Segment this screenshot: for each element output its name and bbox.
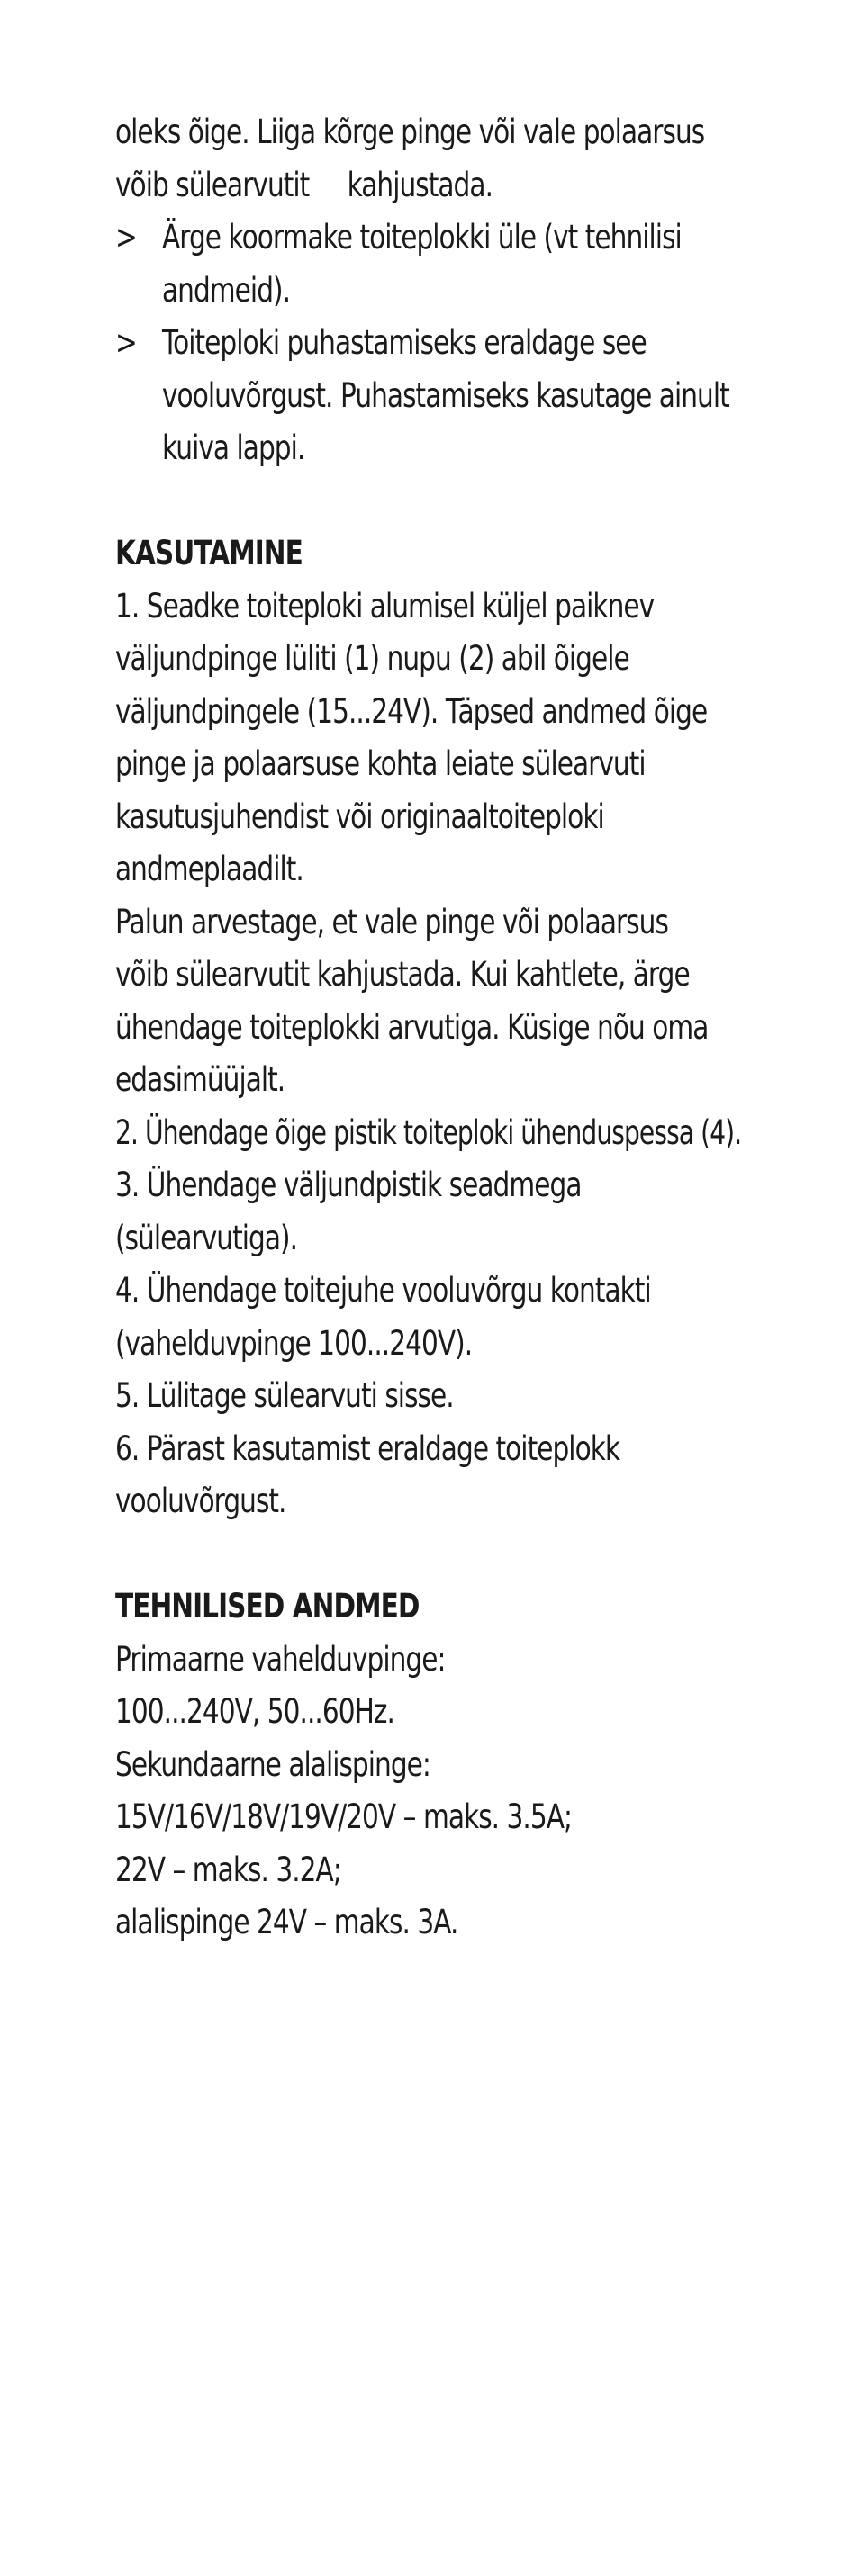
text-line: 4. Ühendage toitejuhe vooluvõrgu kontakti	[115, 1271, 651, 1310]
text-line: 100...240V, 50...60Hz.	[115, 1692, 394, 1731]
text-line: väljundpingele (15...24V). Täpsed andmed õige	[115, 691, 708, 731]
text-line: Toiteploki puhastamiseks eraldage see	[162, 323, 647, 362]
text-line: 2. Ühendage õige pistik toiteploki ühenduspessa (4).	[115, 1112, 742, 1152]
text-line: pinge ja polaarsuse kohta leiate sülearvuti	[115, 744, 646, 783]
text-line: ühendage toiteplokki arvutiga. Küsige nõu oma	[115, 1007, 709, 1047]
text-line: andmeid).	[162, 270, 291, 310]
text-line: väljundpinge lüliti (1) nupu (2) abil õigele	[115, 639, 629, 678]
intro-paragraph	[115, 106, 782, 212]
text-line: kuiva lappi.	[162, 428, 305, 467]
section-heading: TEHNILISED ANDMED	[115, 1587, 420, 1626]
text-line: vooluvõrgust.	[115, 1482, 286, 1520]
text-line: Ärge koormake toiteplokki üle (vt tehnilisi	[162, 218, 682, 257]
text-line: oleks õige. Liiga kõrge pinge või vale polaarsus	[115, 113, 705, 151]
section-heading: KASUTAMINE	[115, 534, 303, 572]
text-line: Palun arvestage, et vale pinge või polaarsus	[115, 902, 668, 941]
specs-section	[115, 1581, 782, 1950]
text-line: (sülearvutiga).	[115, 1218, 298, 1257]
text-line: võib sülearvutit kahjustada. Kui kahtlete, ärge	[115, 955, 690, 994]
document-page	[115, 106, 782, 1950]
text-line: kasutusjuhendist või originaaltoiteploki	[115, 797, 604, 836]
usage-section	[115, 527, 782, 1528]
warning-item	[115, 317, 782, 475]
text-line: 5. Lülitage sülearvuti sisse.	[115, 1376, 454, 1415]
text-line: 6. Pärast kasutamist eraldage toiteplokk	[115, 1428, 620, 1468]
text-line: 15V/16V/18V/19V/20V – maks. 3.5A;	[115, 1797, 573, 1836]
text-line: võib sülearvutit kahjustada.	[115, 165, 493, 204]
text-line: alalispinge 24V – maks. 3A.	[115, 1903, 458, 1941]
text-line: 22V – maks. 3.2A;	[115, 1850, 341, 1889]
text-line: 3. Ühendage väljundpistik seadmega	[115, 1166, 582, 1204]
text-line: (vahelduvpinge 100...240V).	[115, 1323, 473, 1363]
bullet-marker: >	[115, 218, 138, 257]
text-line: edasimüüjalt.	[115, 1060, 285, 1099]
text-line: vooluvõrgust. Puhastamiseks kasutage ainult	[162, 375, 729, 415]
text-line: andmeplaadilt.	[115, 850, 303, 888]
bullet-marker: >	[115, 323, 138, 362]
text-line: 1. Seadke toiteploki alumisel küljel paiknev	[115, 586, 655, 626]
text-line: Sekundaarne alalispinge:	[115, 1744, 430, 1784]
text-line: Primaarne vahelduvpinge:	[115, 1639, 446, 1679]
warning-item	[115, 212, 782, 317]
